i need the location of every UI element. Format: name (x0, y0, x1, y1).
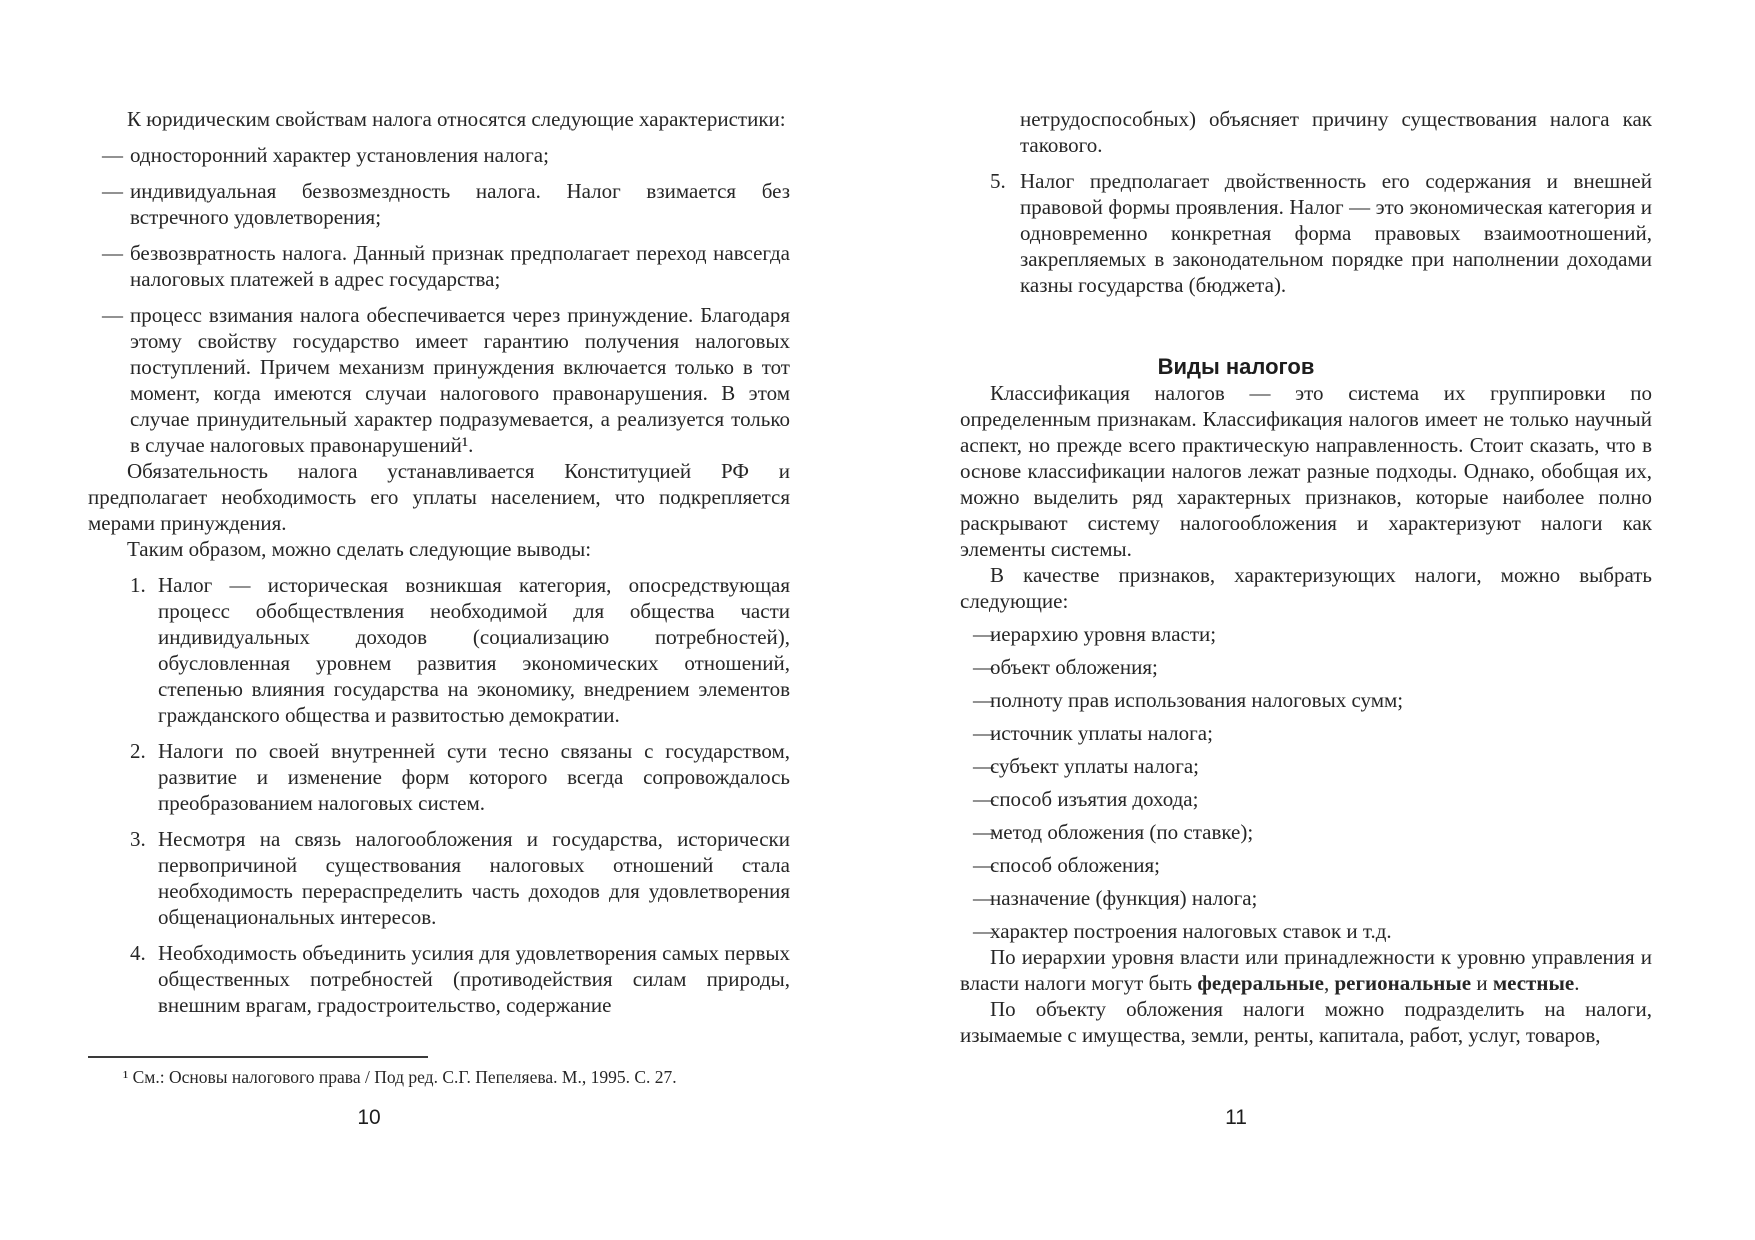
numbered-item (88, 940, 790, 1018)
list-item-text: односторонний характер установления налога; (130, 143, 549, 167)
right-page (960, 0, 1652, 1240)
text-run: По иерархии уровня власти или принадлежности к уровню управления и власти налоги могут быть (960, 945, 1652, 995)
list-item (88, 178, 790, 230)
left-page-content (88, 0, 790, 1018)
numbered-item (88, 826, 790, 930)
list-item (88, 142, 790, 168)
list-item (960, 720, 1652, 746)
section-heading-tax-types: Виды налогов (1157, 354, 1315, 379)
dash-marker: — (102, 241, 123, 265)
numbered-item-text: Налог — историческая возникшая категория, опосредствующая процесс обобществления необходимой для общества части индивидуальных доходов (социализацию потребностей), обусловленная уровнем развития экономических отношений, степенью влияния государства на экономику, внедрением элементов гражданского общества и развитостью демократии. (158, 573, 790, 727)
bold-term-federal: федеральные (1197, 971, 1324, 995)
dash-list-tax-properties (88, 142, 790, 458)
numbered-item-text: Необходимость объединить усилия для удовлетворения самых первых общественных потребностей (противодействия силам природы, внешним врагам, градостроительство, содержание (158, 941, 790, 1017)
page-number-left: 10 (357, 1106, 381, 1129)
list-item (960, 819, 1652, 845)
numbered-item (88, 572, 790, 728)
numbered-item-text: Налоги по своей внутренней сути тесно связаны с государством, развитие и изменение форм которого всегда сопровождалось преобразованием налоговых систем. (158, 739, 790, 815)
list-item-text: индивидуальная безвозмездность налога. Налог взимается без встречного удовлетворения; (130, 179, 790, 229)
dash-marker: — (973, 853, 994, 877)
list-item-text: полноту прав использования налоговых сумм; (990, 688, 1404, 712)
item-number: 3. (130, 827, 146, 851)
item-number: 5. (990, 169, 1006, 193)
list-item-text: способ обложения; (990, 853, 1160, 877)
list-item-text: процесс взимания налога обеспечивается через принуждение. Благодаря этому свойству государство имеет гарантию получения налоговых поступлений. Причем механизм принуждения включается только в тот момент, когда имеются случаи налогового правонарушения. В этом случае принудительный характер подразумевается, а реализуется только в случае налоговых правонарушений¹. (130, 303, 790, 457)
list-item-text: субъект уплаты налога; (990, 754, 1199, 778)
item-number: 4. (130, 941, 146, 965)
numbered-item-text: Налог предполагает двойственность его содержания и внешней правовой формы проявления. Налог — это экономическая категория и одновременно конкретная форма правовых взаимоотношений, закрепляемых в законодательном порядке при наполнении доходами казны государства (бюджета). (1020, 169, 1652, 297)
list-item-text: характер построения налоговых ставок и т.д. (990, 919, 1392, 943)
dash-marker: — (973, 688, 994, 712)
paragraph-conclusions-lead: Таким образом, можно сделать следующие выводы: (127, 537, 592, 561)
dash-marker: — (102, 303, 123, 327)
paragraph-classification: Классификация налогов — это система их группировки по определенным признакам. Классификация налогов имеет не только научный аспект, но прежде всего практическую направленность. Стоит сказать, что в основе классификации налогов лежат разные подходы. Однако, обобщая их, можно выделить ряд характерных признаков, которые наиболее полно раскрывают систему налогообложения и характеризуют налоги как элементы системы. (960, 381, 1652, 561)
paragraph-hierarchy (960, 944, 1652, 996)
numbered-list-conclusions (88, 572, 790, 1018)
list-item-text: иерархию уровня власти; (990, 622, 1217, 646)
dash-marker: — (973, 622, 994, 646)
numbered-item (960, 168, 1652, 298)
list-item-text: безвозвратность налога. Данный признак предполагает переход навсегда налоговых платежей в адрес государства; (130, 241, 790, 291)
list-item (88, 302, 790, 458)
paragraph-object-of-taxation: По объекту обложения налоги можно подразделить на налоги, изымаемые с имущества, земли, ренты, капитала, работ, услуг, товаров, (960, 997, 1652, 1047)
list-item (88, 240, 790, 292)
right-page-content (960, 0, 1652, 1048)
paragraph-obligation: Обязательность налога устанавливается Конституцией РФ и предполагает необходимость его уплаты населением, что подкрепляется мерами принуждения. (88, 459, 790, 535)
list-item (960, 621, 1652, 647)
dash-marker: — (102, 143, 123, 167)
list-item-text: назначение (функция) налога; (990, 886, 1258, 910)
item-number: 2. (130, 739, 146, 763)
dash-marker: — (973, 820, 994, 844)
list-item (960, 885, 1652, 911)
dash-marker: — (102, 179, 123, 203)
dash-marker: — (973, 919, 994, 943)
left-page (88, 0, 790, 1240)
list-item-text: метод обложения (по ставке); (990, 820, 1254, 844)
numbered-item (88, 738, 790, 816)
list-item-text: способ изъятия дохода; (990, 787, 1199, 811)
dash-marker: — (973, 787, 994, 811)
list-item (960, 753, 1652, 779)
text-run: , (1323, 971, 1335, 995)
dash-marker: — (973, 886, 994, 910)
list-item (960, 786, 1652, 812)
list-item-text: источник уплаты налога; (990, 721, 1213, 745)
dash-marker: — (973, 721, 994, 745)
numbered-item-text: Несмотря на связь налогообложения и государства, исторически первопричиной существования налоговых отношений стала необходимость перераспределить часть доходов для удовлетворения общенациональных интересов. (158, 827, 790, 929)
footnote-reference: ¹ См.: Основы налогового права / Под ред. С.Г. Пепеляева. М., 1995. С. 27. (123, 1067, 677, 1087)
numbered-item-continuation: нетрудоспособных) объясняет причину существования налога как такового. (1020, 107, 1652, 157)
bold-term-local: местные (1492, 971, 1575, 995)
text-run: . (1574, 971, 1580, 995)
dash-marker: — (973, 655, 994, 679)
footnote-divider (88, 1056, 428, 1058)
text-run: и (1471, 971, 1493, 995)
paragraph-features-lead: В качестве признаков, характеризующих налоги, можно выбрать следующие: (960, 563, 1652, 613)
list-item (960, 918, 1652, 944)
list-item (960, 687, 1652, 713)
dash-marker: — (973, 754, 994, 778)
item-number: 1. (130, 573, 146, 597)
bold-term-regional: региональные (1334, 971, 1472, 995)
list-item (960, 654, 1652, 680)
dash-list-classification-criteria (960, 621, 1652, 944)
list-item (960, 852, 1652, 878)
list-item-text: объект обложения; (990, 655, 1158, 679)
page-number-right: 11 (1225, 1106, 1247, 1129)
paragraph-legal-properties: К юридическим свойствам налога относятся следующие характеристики: (127, 107, 786, 131)
